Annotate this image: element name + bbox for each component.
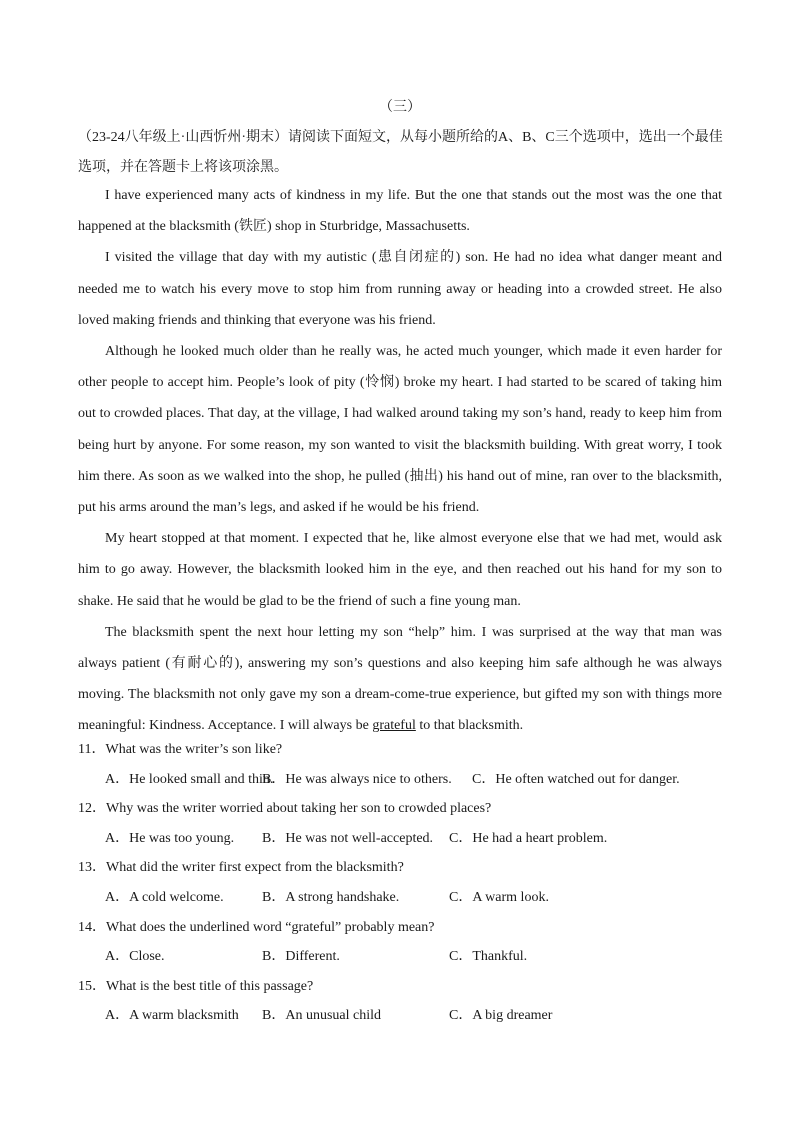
question-14 bbox=[78, 913, 728, 943]
question-number: 13． bbox=[78, 860, 106, 876]
reading-passage bbox=[78, 180, 722, 742]
question-number: 14． bbox=[78, 919, 106, 935]
question-13 bbox=[78, 853, 728, 883]
option-a[interactable]: A．A warm blacksmith bbox=[105, 1008, 239, 1024]
question-text: Why was the writer worried about taking her son to crowded places? bbox=[106, 801, 492, 817]
option-a[interactable]: A．He was too young. bbox=[105, 830, 235, 846]
options-11 bbox=[78, 765, 728, 795]
question-text: What was the writer’s son like? bbox=[105, 742, 283, 757]
question-15 bbox=[78, 972, 728, 1002]
section-title: （三） bbox=[379, 100, 421, 115]
underlined-word: grateful bbox=[372, 718, 416, 734]
option-b[interactable]: B．He was always nice to others. bbox=[262, 771, 452, 787]
option-c[interactable]: C．A warm look. bbox=[449, 889, 549, 905]
question-text: What is the best title of this passage? bbox=[106, 978, 314, 994]
options-15 bbox=[78, 1001, 728, 1031]
paragraph-3: Although he looked much older than he really was, he acted much younger, which made it even harder for other people to accept him. People’s look of pity (怜悯) broke my heart. I had started to be scared of taking him out to crowded places. That day, at the village, I had walked around taking my son’s hand, ready to keep him from being hurt by anyone. For some reason, my son wanted to visit the blacksmith building. With great worry, I took him there. As soon as we walked into the shop, he pulled (抽出) his hand out of mine, ran over to the blacksmith, put his arms around the man’s legs, and asked if he would be his friend. bbox=[78, 344, 722, 516]
question-11 bbox=[78, 735, 728, 765]
question-number: 11． bbox=[78, 742, 106, 757]
question-text: What does the underlined word “grateful” probably mean? bbox=[106, 919, 435, 935]
option-b[interactable]: B．He was not well-accepted. bbox=[262, 830, 434, 846]
question-number: 12． bbox=[78, 801, 106, 817]
paragraph-5-text-b: to that blacksmith. bbox=[415, 718, 524, 734]
option-b[interactable]: B．Different. bbox=[262, 949, 340, 965]
option-c[interactable]: C．He had a heart problem. bbox=[449, 830, 608, 846]
paragraph-1: I have experienced many acts of kindness in my life. But the one that stands out the most was the one that happened at the blacksmith (铁匠) shop in Sturbridge, Massachusetts. bbox=[78, 188, 722, 235]
option-b[interactable]: B．A strong handshake. bbox=[262, 889, 400, 905]
option-a[interactable]: A．A cold welcome. bbox=[105, 889, 224, 905]
paragraph-5-text-a: The blacksmith spent the next hour letting my son “help” him. I was surprised at the way that man was always patient (有耐心的), answering my son’s questions and also keeping him safe although he was always moving. The blacksmith not only gave my son a dream-come-true experience, but gifted my son with things more meaningful: Kindness. Acceptance. I will always be bbox=[78, 624, 722, 734]
question-text: What did the writer first expect from the blacksmith? bbox=[106, 860, 404, 876]
instructions: （23-24八年级上·山西忻州·期末）请阅读下面短文，从每小题所给的A、B、C三个选项中，选出一个最佳选项，并在答题卡上将该项涂黑。 bbox=[78, 130, 723, 175]
option-c[interactable]: C．Thankful. bbox=[449, 949, 528, 965]
options-13 bbox=[78, 883, 728, 913]
option-a[interactable]: A．He looked small and thin. bbox=[105, 771, 274, 787]
option-a[interactable]: A．Close. bbox=[105, 949, 165, 965]
paragraph-4: My heart stopped at that moment. I expected that he, like almost everyone else that we had met, would ask him to go away. However, the blacksmith looked him in the eye, and then reached out his hand for my son to shake. He said that he would be glad to be the friend of such a fine young man. bbox=[78, 531, 722, 609]
option-c[interactable]: C．He often watched out for danger. bbox=[472, 771, 680, 787]
question-list bbox=[78, 735, 728, 1031]
option-b[interactable]: B．An unusual child bbox=[262, 1008, 381, 1024]
paragraph-5 bbox=[78, 617, 722, 742]
paragraph-2: I visited the village that day with my autistic (患自闭症的) son. He had no idea what danger meant and needed me to watch his every move to stop him from running away or heading into a crowded street. He also loved making friends and thinking that everyone was his friend. bbox=[78, 250, 722, 328]
options-12 bbox=[78, 824, 728, 854]
question-12 bbox=[78, 794, 728, 824]
question-number: 15． bbox=[78, 978, 106, 994]
options-14 bbox=[78, 942, 728, 972]
option-c[interactable]: C．A big dreamer bbox=[449, 1008, 553, 1024]
